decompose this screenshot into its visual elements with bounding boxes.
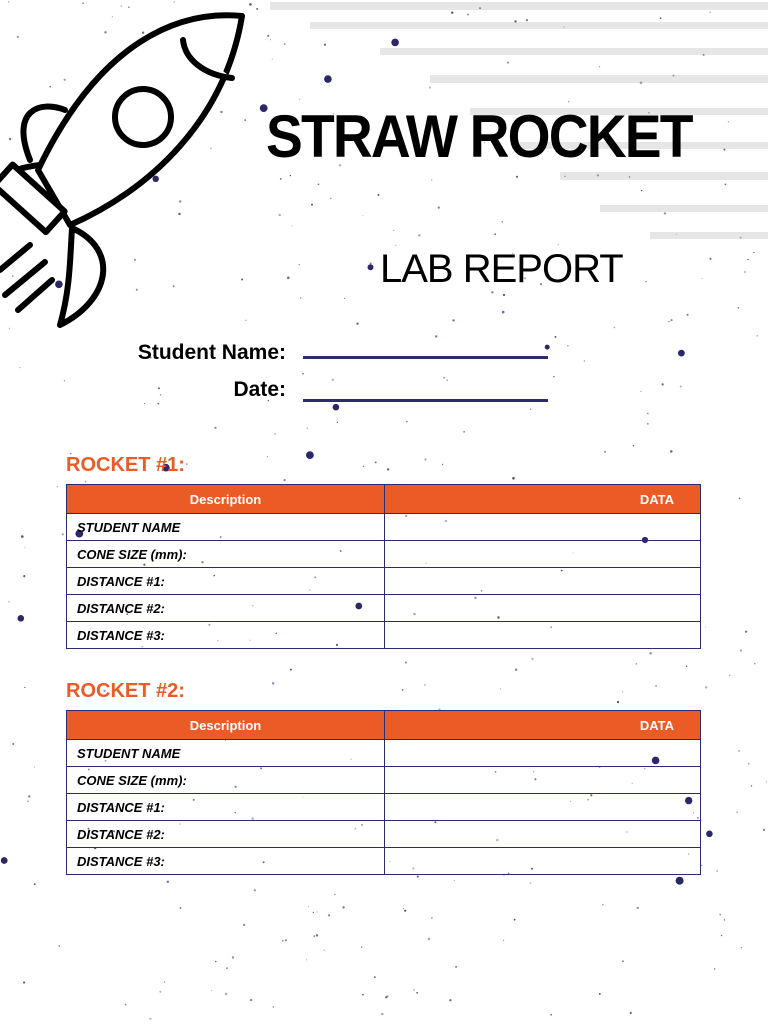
star-dot: [215, 961, 216, 962]
row-label: DISTANCE #3:: [67, 622, 385, 649]
star-dot: [705, 627, 706, 628]
star-dot: [622, 691, 623, 692]
star-dot: [405, 662, 407, 664]
rocket-icon: [0, 15, 242, 325]
star-dot: [403, 908, 404, 909]
star-dot: [402, 689, 404, 691]
star-dot: [602, 904, 604, 906]
star-dot: [555, 336, 557, 338]
star-dot: [302, 373, 304, 375]
star-dot: [676, 234, 677, 235]
star-dot: [282, 940, 284, 942]
star-dot: [290, 669, 292, 671]
star-dot: [57, 486, 58, 487]
star-dot: [686, 666, 687, 667]
star-dot: [724, 919, 725, 920]
star-dot: [565, 176, 566, 177]
star-dot: [449, 999, 451, 1001]
page-subtitle: LAB REPORT: [380, 247, 623, 291]
table-header-row: [67, 711, 701, 740]
star-dot: [178, 213, 180, 215]
star-dot: [21, 535, 24, 538]
star-dot: [647, 413, 649, 415]
table-row: [67, 740, 701, 767]
star-dot: [404, 910, 406, 912]
star-dot: [703, 54, 705, 56]
star-dot: [8, 1, 10, 3]
star-dot: [678, 350, 685, 357]
star-dot: [640, 82, 643, 85]
star-dot: [706, 831, 713, 838]
star-dot: [748, 763, 750, 765]
star-dot: [512, 477, 515, 480]
star-dot: [500, 688, 501, 689]
data-cell[interactable]: [385, 821, 701, 848]
star-dot: [173, 285, 175, 287]
star-dot: [514, 919, 516, 921]
student-name-label: Student Name:: [137, 341, 286, 364]
star-dot: [362, 994, 364, 996]
star-dot: [545, 345, 550, 350]
star-dot: [739, 498, 741, 500]
star-dot: [406, 421, 408, 423]
table-row: [67, 767, 701, 794]
star-dot: [55, 281, 63, 289]
star-dot: [728, 121, 729, 122]
star-dot: [647, 423, 649, 425]
star-dot: [28, 795, 30, 797]
rocket-2-title: ROCKET #2:: [66, 680, 185, 702]
star-dot: [82, 3, 83, 4]
star-dot: [330, 198, 331, 199]
star-dot: [284, 479, 286, 481]
star-dot: [710, 12, 711, 13]
table-row: [67, 595, 701, 622]
star-dot: [646, 281, 647, 282]
star-dot: [270, 39, 271, 40]
star-dot: [274, 433, 275, 434]
star-dot: [23, 575, 25, 577]
star-dot: [745, 631, 747, 633]
row-label: DISTANCE #2:: [67, 595, 385, 622]
table-row: [67, 848, 701, 875]
star-dot: [526, 19, 528, 21]
star-dot: [374, 976, 376, 978]
star-dot: [629, 176, 631, 178]
star-dot: [300, 297, 301, 298]
star-dot: [279, 214, 281, 216]
star-dot: [180, 907, 182, 909]
star-dot: [85, 481, 87, 483]
star-dot: [104, 31, 106, 33]
star-dot: [741, 947, 742, 948]
star-dot: [317, 912, 318, 913]
star-dot: [550, 1014, 552, 1016]
row-label: DISTANCE #1:: [67, 794, 385, 821]
data-cell[interactable]: [385, 541, 701, 568]
star-dot: [159, 991, 161, 993]
star-dot: [64, 380, 65, 381]
star-dot: [717, 870, 718, 871]
star-dot: [702, 278, 703, 279]
star-dot: [751, 785, 752, 786]
table-row: [67, 622, 701, 649]
table-row: [67, 541, 701, 568]
star-dot: [463, 431, 465, 433]
star-dot: [455, 966, 457, 968]
row-label: CONE SIZE (mm):: [67, 767, 385, 794]
star-dot: [754, 663, 755, 664]
star-dot: [425, 459, 427, 461]
star-dot: [676, 877, 684, 885]
star-dot: [454, 880, 455, 881]
star-dot: [729, 675, 730, 676]
star-dot: [664, 212, 666, 214]
star-dot: [687, 314, 689, 316]
table-row: [67, 821, 701, 848]
star-dot: [673, 75, 675, 77]
star-dot: [640, 391, 641, 392]
star-dot: [494, 233, 496, 235]
star-dot: [144, 403, 145, 404]
star-dot: [307, 427, 309, 429]
star-dot: [514, 20, 516, 22]
star-dot: [714, 968, 715, 969]
star-dot: [622, 960, 624, 962]
star-dot: [515, 669, 517, 671]
star-dot: [334, 894, 335, 895]
star-dot: [747, 259, 748, 260]
star-dot: [416, 992, 418, 994]
star-dot: [567, 345, 568, 346]
star-dot: [313, 935, 315, 937]
data-cell[interactable]: [385, 848, 701, 875]
star-dot: [393, 230, 394, 231]
star-dot: [637, 907, 639, 909]
star-dot: [736, 811, 738, 813]
star-dot: [530, 882, 532, 884]
star-dot: [17, 36, 19, 38]
star-dot: [24, 547, 25, 548]
star-dot: [9, 328, 10, 329]
star-dot: [18, 615, 25, 622]
star-dot: [306, 959, 307, 960]
star-dot: [503, 294, 505, 296]
star-dot: [12, 275, 14, 277]
star-dot: [701, 865, 702, 866]
rocket-2-table: [66, 710, 701, 875]
star-dot: [443, 377, 445, 379]
star-dot: [112, 16, 113, 17]
star-dot: [256, 8, 258, 10]
star-dot: [324, 44, 326, 46]
row-label: DISTANCE #3:: [67, 848, 385, 875]
star-dot: [375, 461, 377, 463]
data-cell[interactable]: [385, 740, 701, 767]
star-dot: [250, 999, 252, 1001]
star-dot: [333, 404, 340, 411]
table-row: [67, 514, 701, 541]
student-name-line[interactable]: [303, 356, 548, 359]
star-dot: [417, 875, 419, 877]
star-dot: [149, 1018, 151, 1020]
table-header-row: [67, 485, 701, 514]
star-dot: [655, 685, 657, 687]
star-dot: [435, 335, 437, 337]
star-dot: [740, 649, 742, 651]
date-label: Date:: [233, 378, 286, 401]
star-dot: [641, 190, 642, 191]
star-dot: [287, 277, 290, 280]
star-dot: [381, 1013, 383, 1015]
star-dot: [284, 43, 286, 45]
star-dot: [670, 319, 672, 321]
star-dot: [299, 99, 300, 100]
star-dot: [431, 917, 432, 918]
star-dot: [167, 881, 169, 883]
data-cell[interactable]: [385, 622, 701, 649]
star-dot: [563, 27, 564, 28]
star-dot: [385, 996, 387, 998]
star-dot: [757, 335, 758, 336]
star-dot: [290, 175, 291, 176]
star-dot: [186, 463, 187, 464]
star-dot: [660, 17, 662, 19]
star-dot: [59, 945, 60, 946]
star-dot: [725, 184, 727, 186]
star-dot: [502, 221, 503, 222]
data-cell[interactable]: [385, 514, 701, 541]
star-dot: [413, 989, 415, 991]
star-dot: [502, 311, 505, 314]
row-label: STUDENT NAME: [67, 514, 385, 541]
star-dot: [391, 39, 399, 47]
star-dot: [368, 264, 374, 270]
star-dot: [479, 7, 481, 9]
row-label: DISTANCE #1:: [67, 568, 385, 595]
star-dot: [214, 427, 216, 429]
star-dot: [424, 684, 426, 686]
row-label: CONE SIZE (mm):: [67, 541, 385, 568]
star-dot: [446, 379, 448, 381]
star-dot: [142, 32, 144, 34]
data-cell[interactable]: [385, 767, 701, 794]
star-dot: [670, 450, 673, 453]
star-dot: [291, 225, 292, 226]
star-dot: [34, 883, 36, 885]
star-dot: [451, 12, 453, 14]
star-dot: [719, 914, 721, 916]
star-dot: [710, 258, 712, 260]
star-dot: [744, 271, 746, 273]
star-dot: [220, 111, 222, 113]
data-header: DATA: [385, 711, 701, 740]
star-dot: [273, 1006, 274, 1007]
star-dot: [8, 601, 10, 603]
star-dot: [636, 663, 637, 664]
star-dot: [316, 934, 318, 936]
star-dot: [614, 327, 616, 329]
data-cell[interactable]: [385, 595, 701, 622]
star-dot: [344, 298, 345, 299]
rocket-1-title: ROCKET #1:: [66, 454, 185, 476]
star-dot: [530, 409, 531, 410]
star-dot: [249, 3, 252, 6]
star-dot: [193, 136, 194, 137]
star-dot: [12, 743, 14, 745]
star-dot: [668, 321, 669, 322]
star-dot: [553, 376, 554, 377]
rocket-1-table: [66, 484, 701, 649]
star-dot: [599, 993, 601, 995]
star-dot: [232, 956, 234, 958]
data-cell[interactable]: [385, 794, 701, 821]
star-dot: [244, 119, 246, 121]
star-dot: [34, 767, 35, 768]
star-dot: [299, 264, 300, 265]
star-dot: [438, 207, 440, 209]
star-dot: [680, 386, 682, 388]
star-dot: [662, 383, 664, 385]
star-dot: [370, 262, 372, 264]
star-dot: [584, 360, 585, 361]
star-dot: [617, 701, 619, 703]
star-dot: [174, 1, 176, 3]
star-dot: [387, 468, 389, 470]
star-dot: [503, 940, 504, 941]
star-dot: [128, 7, 129, 8]
star-dot: [318, 184, 320, 186]
star-dot: [9, 138, 11, 140]
star-dot: [337, 422, 338, 423]
star-dot: [241, 279, 243, 281]
star-dot: [306, 451, 314, 459]
star-dot: [285, 939, 287, 941]
star-dot: [328, 914, 330, 916]
star-dot: [120, 5, 122, 7]
star-dot: [721, 935, 722, 936]
star-dot: [153, 176, 159, 182]
star-dot: [267, 35, 269, 37]
star-dot: [378, 194, 380, 196]
star-dot: [23, 981, 25, 983]
star-dot: [516, 176, 518, 178]
date-line[interactable]: [303, 399, 548, 402]
star-dot: [134, 259, 136, 261]
star-dot: [313, 912, 314, 913]
star-dot: [428, 938, 431, 941]
row-label: STUDENT NAME: [67, 740, 385, 767]
star-dot: [604, 451, 606, 453]
star-dot: [24, 687, 25, 688]
star-dot: [1, 857, 8, 864]
star-dot: [211, 990, 212, 991]
star-dot: [740, 237, 742, 239]
star-dot: [311, 204, 313, 206]
star-dot: [705, 686, 707, 688]
star-dot: [363, 466, 364, 467]
data-cell[interactable]: [385, 568, 701, 595]
star-dot: [753, 252, 754, 253]
star-dot: [243, 924, 245, 926]
star-dot: [467, 14, 469, 16]
star-dot: [210, 148, 212, 150]
star-dot: [245, 320, 246, 321]
star-dot: [723, 149, 725, 151]
star-dot: [225, 993, 228, 996]
table-row: [67, 794, 701, 821]
star-dot: [19, 367, 20, 368]
data-header: DATA: [385, 485, 701, 514]
star-dot: [267, 456, 268, 457]
description-header: Description: [67, 485, 385, 514]
star-dot: [763, 829, 765, 831]
star-dot: [179, 200, 181, 202]
star-dot: [226, 967, 228, 969]
star-dot: [342, 906, 344, 908]
star-dot: [280, 178, 282, 180]
star-dot: [766, 781, 767, 782]
star-dot: [507, 62, 509, 64]
star-dot: [599, 66, 600, 67]
description-header: Description: [67, 711, 385, 740]
table-row: [67, 568, 701, 595]
star-dot: [64, 79, 66, 81]
page-title: STRAW ROCKET: [266, 103, 692, 170]
star-dot: [27, 800, 29, 802]
star-dot: [272, 682, 274, 684]
star-dot: [164, 981, 165, 982]
star-dot: [531, 658, 533, 660]
row-label: DISTANCE #2:: [67, 821, 385, 848]
star-dot: [362, 215, 363, 216]
star-dot: [429, 86, 431, 88]
star-dot: [125, 1004, 127, 1006]
star-dot: [597, 174, 599, 176]
star-dot: [738, 307, 740, 309]
star-dot: [308, 906, 309, 907]
star-dot: [272, 59, 273, 60]
star-dot: [356, 323, 358, 325]
star-dot: [254, 889, 256, 891]
star-dot: [332, 379, 334, 381]
star-dot: [738, 750, 740, 752]
star-dot: [62, 533, 64, 535]
star-dot: [324, 75, 332, 83]
star-dot: [431, 179, 432, 180]
star-dot: [442, 464, 443, 465]
star-dot: [452, 319, 454, 321]
star-dot: [136, 289, 138, 291]
star-dot: [649, 652, 651, 654]
star-dot: [630, 1012, 632, 1014]
star-dot: [361, 947, 362, 948]
star-dot: [633, 445, 634, 446]
star-dot: [324, 950, 325, 951]
star-dot: [418, 234, 420, 236]
star-dot: [49, 86, 51, 88]
